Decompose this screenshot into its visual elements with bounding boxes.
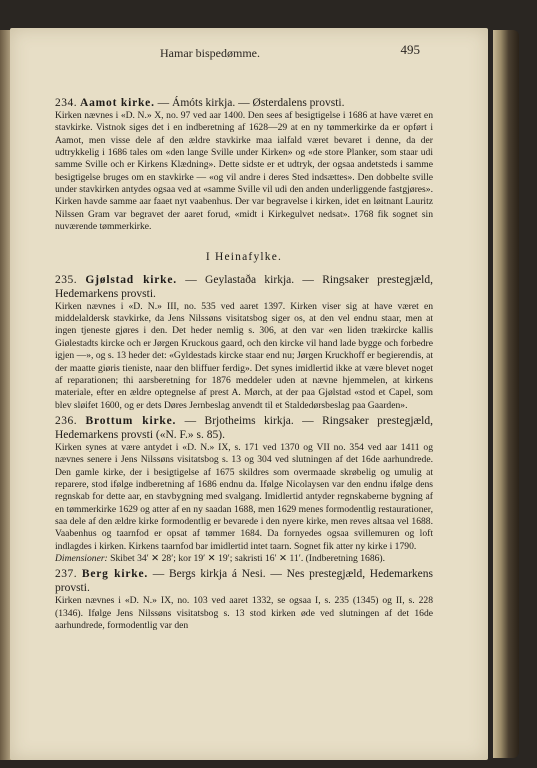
entry-heading-rest: — Ámóts kirkja. — Østerdalens provsti. — [157, 97, 345, 109]
book-edge — [493, 30, 519, 758]
entry-heading — [55, 273, 433, 301]
entry-aamot — [55, 96, 433, 233]
entry-berg — [55, 567, 433, 632]
page-header — [64, 42, 420, 62]
dimensions-value: Skibet 34′ ✕ 28′; kor 19′ ✕ 19′; sakristi 16′ ✕ 11′. (Indberetning 1686). — [110, 552, 386, 564]
entry-heading — [55, 414, 433, 442]
entry-number: 235. — [55, 273, 78, 286]
entry-heading-rest: — Brjotheims kirkja. — Ringsaker prestegjæld, Hedemarkens provsti («N. F.» s. 85). — [55, 414, 434, 441]
entry-title: Berg kirke. — [81, 568, 149, 581]
entry-text: Kirken synes at være antydet i «D. N.» IX, s. 171 ved 1370 og VII no. 354 ved aar 1411 og nævnes senere i Jens Nilssøns visitatsbog s. 13 og 304 ved slutningen af det 16de aarhundrede. Den gamle kirke, der i besigtigelse af 1675 skildres som overmaade skrøbelig og umulig at reparere, stod ifølge indberetning af 1686 endnu da. Ifølge Nicolaysen var den endnu ifølge dens regnskab for dette aar, en stavbygning med svalgang. Imidlertid antyder regnskaberne bygning af en tømmerkirke 1629 og atter af en ny saadan 1688, men 1629 menes formodentlig restaurationer, saa dele af den ældre kirke formodentlig er bevarede i den nyere kirke, men reves altsaa vel 1688. Vaabenhus og taarnfod er opsat af tømmer 1684. Da fornyedes ogsaa svillemuren og loft indlagdes i kirken. Kirkens taarnfod bar imidlertid intet taarn. Sognet fik atter ny kirke i 1790. — [55, 441, 433, 552]
dimensions-label: Dimensioner: — [55, 552, 108, 564]
section-heading: I Heinafylke. — [205, 251, 283, 264]
entry-gjolstad — [55, 273, 433, 412]
entry-title: Aamot kirke. — [80, 97, 155, 109]
entry-heading-rest: — Bergs kirkja á Nesi. — Nes prestegjæld, Hedemarkens provsti. — [55, 568, 434, 595]
entry-text: Kirken nævnes i «D. N.» X, no. 97 ved aar 1400. Den sees af besigtigelse i 1686 at have været en stavkirke. Vistnok siges det i en indberetning af 1628—29 at en ny tømmerkirke da er opført i Aamot, men visse dele af den ældre stavkirke maa ialfald været bevaret i denne, da der udtrykkelig i 1686 tales om «den lange Sville under Kirken» og «de store Planker, som staar udi samme Sville och er Kirkens Klædning». Dette sidste er et udtryk, der ogsaa andetsteds i samme besigtigelse bruges om en stavkirke — «og vil andre i deres Sted indsættes». Den dobbelte sville under stavkirken antydes ogsaa ved at «samme Sville vil udi den anden underliggende fastgjøres». Kirken havde samme aar faaet nyt vaabenhus. Der var begravelse i kirken, idet en løitnant Lauritz Nilssen Gram var begravet der aaret forud, «midt i Kirkegulvet nedsat». 1768 fik sognet sin nuværende tømmerkirke. — [55, 110, 433, 233]
entry-heading — [55, 96, 433, 110]
entry-heading-rest: — Geylastaða kirkja. — Ringsaker prestegjæld, Hedemarkens provsti. — [55, 273, 434, 300]
entry-number: 236. — [55, 414, 78, 427]
entry-text: Kirken nævnes i «D. N.» IX, no. 103 ved aaret 1332, se ogsaa I, s. 235 (1345) og II, s. 228 (1346). Ifølge Jens Nilssøns visitatsbog s. 13 stod kirken øde ved slutningen af det 16de aarhundrede, formodentlig var den — [55, 595, 433, 631]
running-head: Hamar bispedømme. — [160, 46, 260, 60]
entry-number: 237. — [55, 568, 78, 581]
page-body — [55, 96, 433, 744]
entry-title: Gjølstad kirke. — [85, 273, 177, 286]
entry-brottum — [55, 414, 433, 565]
entry-heading — [55, 567, 433, 595]
page-number: 495 — [400, 42, 420, 57]
entry-text: Kirken nævnes i «D. N.» III, no. 535 ved aaret 1397. Kirken viser sig at have været en middelaldersk stavkirke, da Jens Nilssøns visitatsbog siger os, at den vel endnu staar, men at ingen tjeneste gjøres i den. Det heder nemlig s. 306, at den var «en liden trækircke kallis Giølestadts kircke och er Jørgen Kruckous gaard, och den kircke vil hand lade bygge och forbedre igjen —», og s. 13 heder det: «Gyldestads kircke staar end nu; Jørgen Kruckhoff er begierendis, at der maatte giøris tieniste, naar den bliffuer ferdig». Det synes imidlertid ikke at være blevet noget af reparationen; thi aarsberetning for 1876 meddeler uden at nævne hjemmelen, at kirkens materiale, efter en ældre optegnelse af prest A. Mørch, at der paa Gjølstad «stod et Capel, som blev sløifet 1600, og er dets Døres Jernbeslag anvendt til et Staldedørsbeslag paa Gaarden». — [55, 300, 433, 411]
entry-dimensions — [55, 553, 433, 565]
entry-number: 234. — [55, 97, 78, 109]
entry-title: Brottum kirke. — [85, 414, 177, 427]
